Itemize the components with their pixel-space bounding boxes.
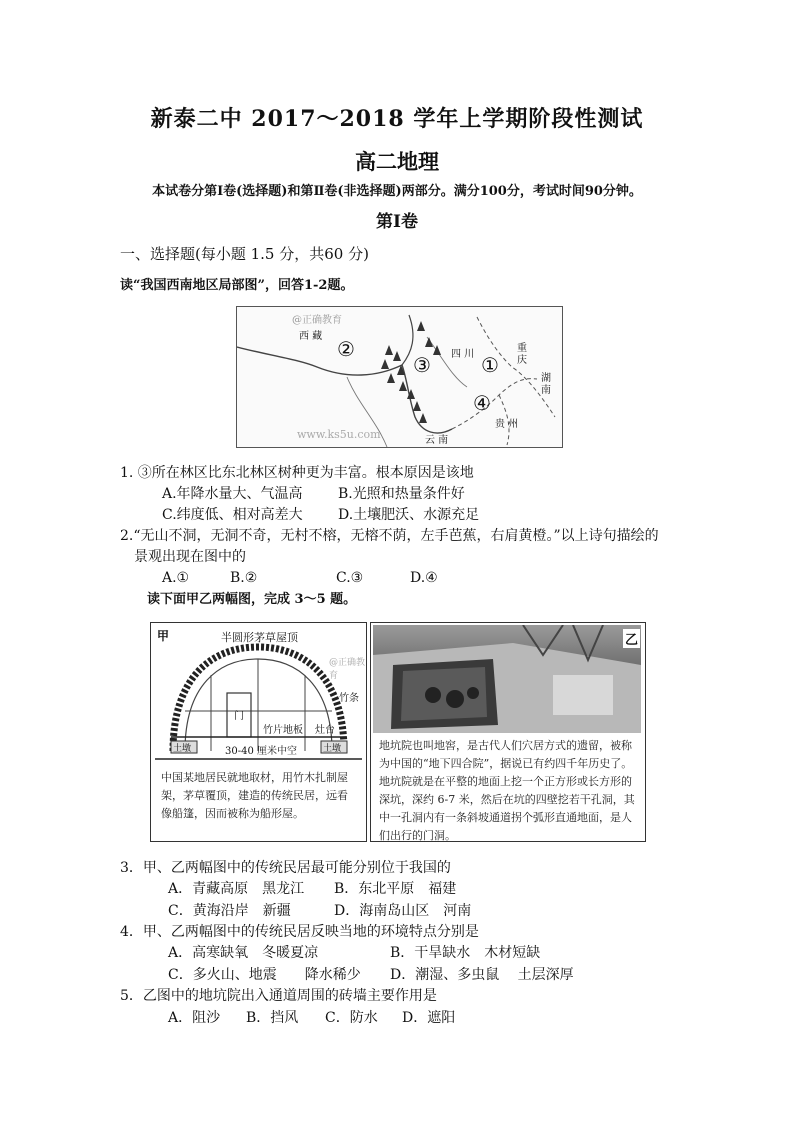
label-xizang: 西 藏 (299, 331, 323, 342)
map-instruction: 读“我国西南地区局部图”，回答1-2题。 (120, 278, 354, 293)
label-chongqing: 重庆 (517, 343, 527, 366)
section-heading: 一、选择题(每小题 1.5 分，共60 分) (120, 245, 369, 263)
marker-1: ① (481, 353, 499, 377)
label-yunnan: 云 南 (425, 435, 449, 446)
label-hunan: 湖南 (541, 373, 551, 396)
figure-yi-caption: 地坑院也叫地窖，是古代人们穴居方式的遗留，被称为中国的“地下四合院”，据说已有约四千年历史了。地坑院就是在平整的地面上挖一个正方形或长方形的深坑，深约 6-7 米，然后在坑的四壁挖若干孔洞，其中一孔洞内有一条斜坡通道拐个弧形直通地面，是人们出行的门洞。 (379, 739, 635, 842)
q3-stem: 3．甲、乙两幅图中的传统民居最可能分别位于我国的 (120, 860, 451, 876)
marker-3: ③ (413, 353, 431, 377)
figure-yi-tag: 乙 (623, 629, 640, 648)
q4-option-c: C．多火山、地震 降水稀少 (168, 967, 361, 983)
q4-option-a: A．高寒缺氧 冬暖夏凉 (168, 945, 319, 961)
label-roof: 半圆形茅草屋顶 (221, 631, 298, 644)
q1-stem: 1. ③所在林区比东北林区树种更为丰富。根本原因是该地 (120, 465, 474, 481)
q4-stem: 4．甲、乙两幅图中的传统民居反映当地的环境特点分别是 (120, 924, 479, 940)
q2-option-b: B.② (230, 570, 258, 586)
figure-yi-pit-house (370, 622, 646, 842)
label-door: 门 (234, 711, 244, 722)
q5-option-a: A．阻沙 (168, 1010, 221, 1026)
q2-stem-line2: 景观出现在图中的 (134, 549, 246, 565)
url-watermark: www.ks5u.com (297, 428, 381, 441)
q2-option-a: A.① (162, 570, 190, 586)
q1-option-b: B.光照和热量条件好 (338, 486, 465, 502)
q1-option-c: C.纬度低、相对高差大 (162, 507, 303, 523)
label-sichuan: 四 川 (451, 349, 475, 360)
exam-subject: 高二地理 (355, 149, 439, 174)
pit-house-photo (373, 625, 641, 733)
figure-watermark: @正确教育 (329, 658, 366, 681)
q5-option-b: B．挡风 (246, 1010, 299, 1026)
q1-option-a: A.年降水量大、气温高 (162, 486, 303, 502)
volume-heading: 第Ⅰ卷 (376, 212, 418, 232)
q3-option-c: C．黄海沿岸 新疆 (168, 903, 291, 919)
pit-house-photo-drawing (373, 625, 641, 733)
q4-option-d: D．潮湿、多虫鼠 土层深厚 (390, 967, 574, 983)
q2-option-c: C.③ (336, 570, 364, 586)
q5-stem: 5．乙图中的地坑院出入通道周围的砖墙主要作用是 (120, 988, 437, 1004)
q2-option-d: D.④ (410, 570, 438, 586)
figure-jia-tag: 甲 (157, 629, 170, 643)
map-watermark: @正确教育 (292, 315, 342, 326)
q3-option-d: D．海南岛山区 河南 (334, 903, 472, 919)
label-earth-left: 土墩 (173, 744, 192, 754)
marker-4: ④ (473, 391, 491, 415)
q1-option-d: D.土壤肥沃、水源充足 (338, 507, 480, 523)
q5-option-c: C．防水 (325, 1010, 378, 1026)
label-earth-right: 土墩 (323, 744, 342, 754)
figure-jia-boat-house (150, 622, 367, 842)
q5-option-d: D．遮阳 (402, 1010, 456, 1026)
q4-option-b: B．干旱缺水 木材短缺 (390, 945, 541, 961)
label-guizhou: 贵 州 (495, 419, 519, 430)
southwest-china-map (236, 306, 563, 448)
q2-stem-line1: 2.“无山不洞，无洞不奇，无村不榕，无榕不荫，左手芭蕉，右肩黄橙。”以上诗句描绘的 (120, 528, 659, 544)
exam-note: 本试卷分第Ⅰ卷(选择题)和第Ⅱ卷(非选择题)两部分。满分100分，考试时间90分钟。 (152, 184, 642, 199)
q3-option-a: A．青藏高原 黑龙江 (168, 881, 305, 897)
label-stove: 灶台 (315, 725, 335, 736)
label-floor: 竹片地板 (263, 725, 303, 736)
exam-title: 新泰二中 2017～2018 学年上学期阶段性测试 (150, 106, 644, 132)
label-bamboo: 竹条 (339, 693, 359, 704)
figure-instruction: 读下面甲乙两幅图，完成 3～5 题。 (147, 592, 357, 607)
label-gap: 30-40 厘米中空 (225, 746, 298, 757)
q3-option-b: B．东北平原 福建 (334, 881, 457, 897)
figure-jia-caption: 中国某地居民就地取材，用竹木扎制屋架，茅草覆顶，建造的传统民居，远看像船篷，因而被称为船形屋。 (161, 771, 348, 820)
marker-2: ② (337, 337, 355, 361)
forest-symbols (381, 321, 441, 423)
